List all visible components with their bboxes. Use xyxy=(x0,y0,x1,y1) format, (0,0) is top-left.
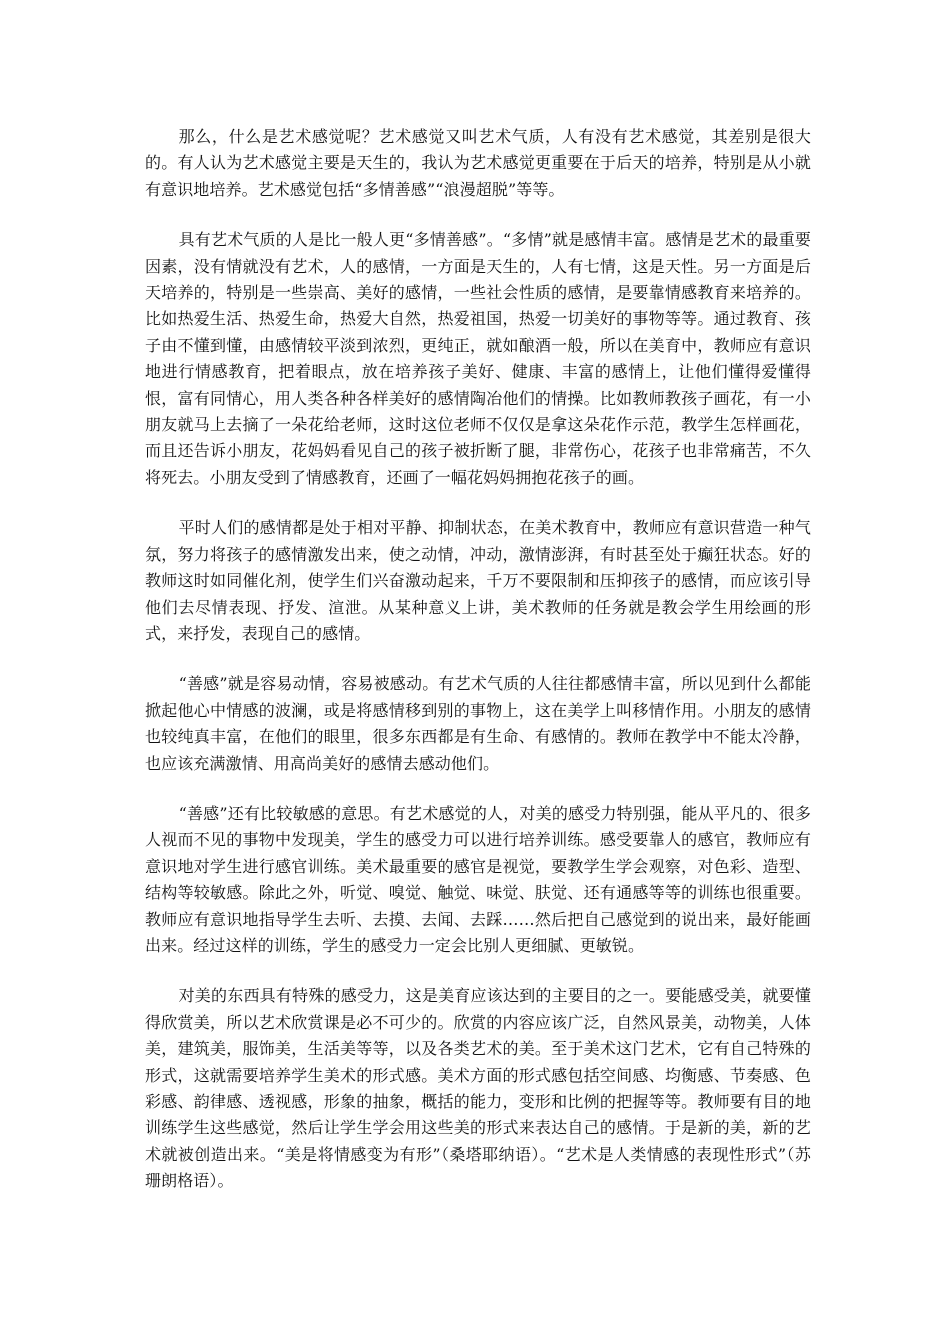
paragraph-5: “善感”还有比较敏感的意思。有艺术感觉的人，对美的感受力特别强，能从平凡的、很多人视而不见的事物中发现美，学生的感受力可以进行培养训练。感受要靠人的感官，教师应有意识地对学生进行感官训练。美术最重要的感官是视觉，要教学生学会观察，对色彩、造型、结构等较敏感。除此之外，听觉、嗅觉、触觉、味觉、肤觉、还有通感等等的训练也很重要。教师应有意识地指导学生去听、去摸、去闻、去踩……然后把自己感觉到的说出来，最好能画出来。经过这样的训练，学生的感受力一定会比别人更细腻、更敏锐。 xyxy=(145,803,811,955)
paragraph-3: 平时人们的感情都是处于相对平静、抑制状态，在美术教育中，教师应有意识营造一种气氛，努力将孩子的感情激发出来，使之动情，冲动，激情澎湃，有时甚至处于癫狂状态。好的教师这时如同催化剂，使学生们兴奋激动起来，千万不要限制和压抑孩子的感情，而应该引导他们去尽情表现、抒发、渲泄。从某种意义上讲，美术教师的任务就是教会学生用绘画的形式，来抒发，表现自己的感情。 xyxy=(145,518,811,643)
paragraph-4: “善感”就是容易动情，容易被感动。有艺术气质的人往往都感情丰富，所以见到什么都能掀起他心中情感的波澜，或是将感情移到别的事物上，这在美学上叫移情作用。小朋友的感情也较纯真丰富，在他们的眼里，很多东西都是有生命、有感情的。教师在教学中不能太冷静，也应该充满激情、用高尚美好的感情去感动他们。 xyxy=(145,674,811,773)
paragraph-2: 具有艺术气质的人是比一般人更“多情善感”。“多情”就是感情丰富。感情是艺术的最重要因素，没有情就没有艺术，人的感情，一方面是天生的，人有七情，这是天性。另一方面是后天培养的，特别是一些崇高、美好的感情，一些社会性质的感情，是要靠情感教育来培养的。比如热爱生活、热爱生命，热爱大自然，热爱祖国，热爱一切美好的事物等等。通过教育、孩子由不懂到懂，由感情较平淡到浓烈，更纯正，就如酿酒一般，所以在美育中，教师应有意识地进行情感教育，把着眼点，放在培养孩子美好、健康、丰富的感情上，让他们懂得爱懂得恨，富有同情心，用人类各种各样美好的感情陶冶他们的情操。比如教师教孩子画花，有一小朋友就马上去摘了一朵花给老师，这时这位老师不仅仅是拿这朵花作示范，教学生怎样画花，而且还告诉小朋友，花妈妈看见自己的孩子被折断了腿，非常伤心，花孩子也非常痛苦，不久将死去。小朋友受到了情感教育，还画了一幅花妈妈拥抱花孩子的画。 xyxy=(145,230,811,487)
paragraph-1: 那么，什么是艺术感觉呢？艺术感觉又叫艺术气质，人有没有艺术感觉，其差别是很大的。有人认为艺术感觉主要是天生的，我认为艺术感觉更重要在于后天的培养，特别是从小就有意识地培养。艺术感觉包括“多情善感”“浪漫超脱”等等。 xyxy=(145,127,811,199)
article-body xyxy=(145,124,811,1219)
paragraph-6: 对美的东西具有特殊的感受力，这是美育应该达到的主要目的之一。要能感受美，就要懂得欣赏美，所以艺术欣赏课是必不可少的。欣赏的内容应该广泛，自然风景美，动物美，人体美，建筑美，服饰美，生活美等等，以及各类艺术的美。至于美术这门艺术，它有自己特殊的形式，这就需要培养学生美术的形式感。美术方面的形式感包括空间感、均衡感、节奏感、色彩感、韵律感、透视感，形象的抽象，概括的能力，变形和比例的把握等等。教师要有目的地训练学生这些感觉，然后让学生学会用这些美的形式来表达自己的感情。于是新的美，新的艺术就被创造出来。“美是将情感变为有形”（桑塔耶纳语）。“艺术是人类情感的表现性形式”（苏珊朗格语）。 xyxy=(145,986,811,1191)
